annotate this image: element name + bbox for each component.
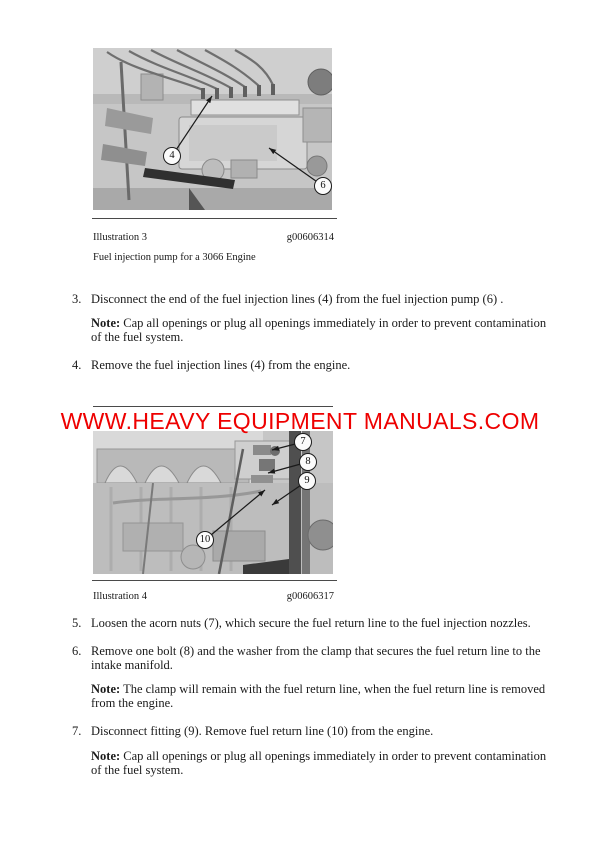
callout-4 bbox=[163, 147, 181, 165]
callout-8 bbox=[299, 453, 317, 471]
step-3-number: 3. bbox=[72, 292, 82, 306]
callout-6-label: 6 bbox=[320, 179, 326, 191]
callout-9 bbox=[298, 472, 316, 490]
step-6-number: 6. bbox=[72, 644, 82, 658]
step-5-text: Loosen the acorn nuts (7), which secure the fuel return line to the fuel injection nozzles. bbox=[91, 616, 531, 630]
step-7-number: 7. bbox=[72, 724, 82, 738]
step-5-number: 5. bbox=[72, 616, 82, 630]
note-3 bbox=[91, 749, 553, 777]
callout-9-label: 9 bbox=[304, 474, 310, 486]
step-4-number: 4. bbox=[72, 358, 82, 372]
engine-photo-art-4 bbox=[93, 431, 333, 574]
illustration-4-caption-row bbox=[93, 591, 334, 603]
note-1 bbox=[91, 316, 553, 344]
callout-7 bbox=[294, 433, 312, 451]
illustration-3-photo bbox=[93, 48, 332, 210]
illustration-4-top-rule bbox=[93, 406, 333, 407]
illustration-4-label: Illustration 4 bbox=[93, 591, 147, 602]
callout-8-label: 8 bbox=[305, 455, 311, 467]
illustration-3-code: g00606314 bbox=[286, 232, 334, 243]
note-1-text: Cap all openings or plug all openings immediately in order to prevent contamination of the fuel system. bbox=[91, 316, 547, 344]
illustration-4-photo bbox=[93, 431, 333, 574]
note-2 bbox=[91, 682, 553, 710]
callout-10 bbox=[196, 531, 214, 549]
callout-4-label: 4 bbox=[169, 149, 175, 161]
note-3-label: Note: bbox=[91, 749, 121, 763]
watermark-text: WWW.HEAVY EQUIPMENT MANUALS.COM bbox=[60, 408, 540, 434]
illustration-4-code: g00606317 bbox=[286, 591, 334, 602]
illustration-3-label: Illustration 3 bbox=[93, 232, 147, 243]
step-7-text: Disconnect fitting (9). Remove fuel return line (10) from the engine. bbox=[91, 724, 434, 738]
step-6-text: Remove one bolt (8) and the washer from the clamp that secures the fuel return line to the intake manifold. bbox=[91, 644, 541, 672]
illustration-3-description: Fuel injection pump for a 3066 Engine bbox=[93, 252, 256, 263]
callout-10-label: 10 bbox=[199, 533, 211, 545]
callout-6 bbox=[314, 177, 332, 195]
step-3-text: Disconnect the end of the fuel injection lines (4) from the fuel injection pump (6) . bbox=[91, 292, 504, 306]
note-3-text: Cap all openings or plug all openings immediately in order to prevent contamination of the fuel system. bbox=[91, 749, 547, 777]
note-1-label: Note: bbox=[91, 316, 121, 330]
note-2-label: Note: bbox=[91, 682, 121, 696]
illustration-3-rule bbox=[92, 218, 337, 219]
engine-photo-art-3 bbox=[93, 48, 332, 210]
step-4-text: Remove the fuel injection lines (4) from the engine. bbox=[91, 358, 351, 372]
illustration-4-rule bbox=[92, 580, 337, 581]
illustration-3-caption-row bbox=[93, 232, 334, 244]
callout-7-label: 7 bbox=[300, 435, 306, 447]
note-2-text: The clamp will remain with the fuel return line, when the fuel return line is removed from the engine. bbox=[91, 682, 546, 710]
